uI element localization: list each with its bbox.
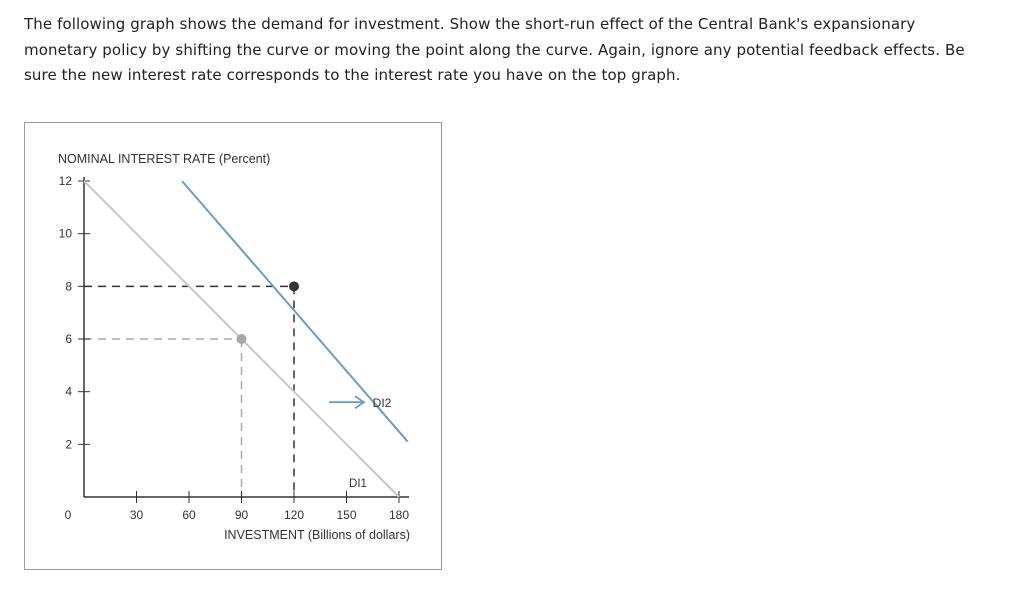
x-axis-title: INVESTMENT (Billions of dollars) xyxy=(224,528,410,542)
guide-lines xyxy=(84,286,294,497)
y-tick-label: 12 xyxy=(58,174,72,188)
x-tick-label: 90 xyxy=(234,508,249,522)
x-tick-label: 180 xyxy=(388,508,410,522)
y-tick-label: 6 xyxy=(65,332,72,346)
point-1 xyxy=(237,334,247,344)
curve-label-di1: DI1 xyxy=(349,478,367,490)
y-tick-label: 8 xyxy=(65,279,72,294)
y-tick-label: 10 xyxy=(58,226,72,241)
x-tick-label: 150 xyxy=(336,508,357,522)
x-tick-label: 120 xyxy=(283,508,305,522)
y-axis-title: NOMINAL INTEREST RATE (Percent) xyxy=(58,152,271,166)
y-tick-label: 4 xyxy=(65,384,72,399)
y-tick-label: 2 xyxy=(65,437,72,452)
question-text: The following graph shows the demand for investment. Show the short-run effect of the Central Bank's expansionary monetary policy by shifting the curve or moving the point along the curve. Again, ignore any potential feedback effects. Be sure the new interest rate corresponds to the interest rate you have on the top graph. xyxy=(24,15,965,84)
point-2 xyxy=(289,281,299,291)
x-tick-label: 30 xyxy=(129,508,144,522)
equilibrium-points xyxy=(237,281,300,344)
investment-demand-chart xyxy=(25,123,443,571)
curve-label-di2: DI2 xyxy=(372,396,392,410)
x-tick-label: 60 xyxy=(182,508,196,522)
chart-labels xyxy=(58,152,410,542)
x-tick-label: 0 xyxy=(64,508,72,522)
investment-demand-graph xyxy=(24,122,442,570)
